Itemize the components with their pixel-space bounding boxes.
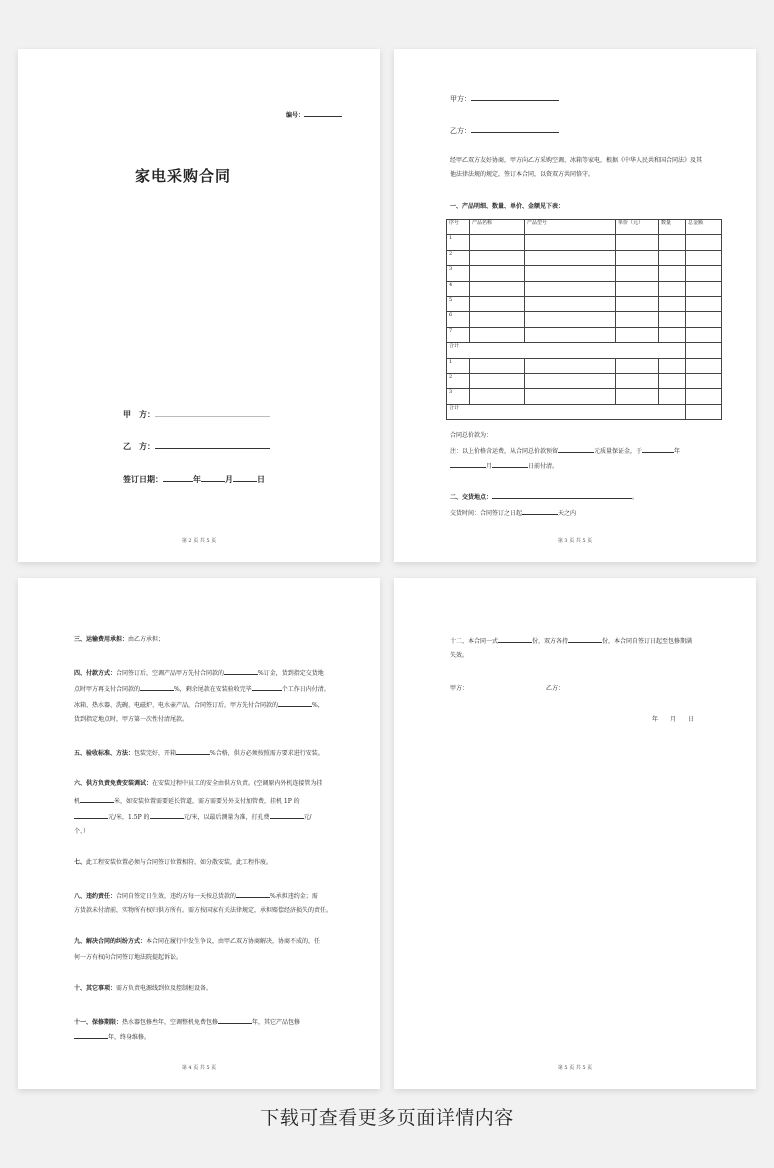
blank-line (74, 1031, 108, 1039)
table-row (447, 327, 722, 342)
table-header: 序号 (447, 220, 470, 235)
table-header: 单价（元） (616, 220, 659, 235)
table-row (447, 266, 722, 281)
row-index: 2 (447, 250, 470, 265)
clause-10: 十、其它事项：需方负责电源线到位及控制柜设备。 (74, 985, 213, 992)
party-b-line: 乙方： (450, 125, 559, 136)
clause-6-line: 个、） (74, 828, 90, 835)
clause-9: 九、解决合同的纠纷方式：本合同在履行中发生争议，由甲乙双方协商解决，协商不成的，任 (74, 938, 321, 945)
clause-5: 五、验收标准、方法：包装完好，开箱 %合格，供方必须按照需方要求进行安装。 (74, 747, 324, 758)
row-index: 7 (447, 327, 470, 342)
document-title: 家电采购合同 (134, 167, 231, 185)
blank-line (278, 699, 312, 707)
row-index: 3 (447, 389, 470, 404)
clause-9-line: 何一方有权向合同签订地法院提起诉讼。 (74, 954, 183, 961)
blank-line (233, 474, 257, 482)
blank-line (642, 445, 674, 453)
page-number: 第 5 页 共 5 页 (557, 1065, 593, 1071)
blank-line (252, 683, 282, 691)
blank-line (218, 1016, 252, 1024)
blank-line (140, 683, 174, 691)
clause-7: 七、此工程安装位置必须与合同签订位置相符，如分散安装，此工程作废。 (74, 859, 273, 866)
subtotal-row (447, 343, 722, 358)
party-a-line: 甲 方： (123, 409, 270, 420)
clause-4: 四、付款方式：合同签订后，空调产品甲方先付合同款的 %订金，货到指定交货地 (74, 667, 324, 678)
clause-6-line: 机 米，如安装位置需要延长管道，需方需要另外支付加管费，挂机 1P 的 (74, 795, 300, 806)
party-a-label: 甲方： (450, 685, 469, 692)
sign-date-line: 签订日期： 年 月 日 (123, 475, 265, 484)
blank-line (80, 795, 114, 803)
blank-line (74, 811, 108, 819)
clause-3: 三、运输费用承担：由乙方承担； (74, 636, 165, 643)
contract-page-cover (18, 49, 380, 562)
row-index: 4 (447, 281, 470, 296)
row-index: 5 (447, 296, 470, 311)
clause-11: 十一、保修期限：热水器包修叁年，空调整机免费包修 年，其它产品包修 (74, 1016, 300, 1027)
blank-line (236, 890, 270, 898)
clause-12-line: 失效。 (450, 652, 469, 659)
table-header: 产品型号 (525, 220, 616, 235)
table-row (447, 296, 722, 311)
table-row (447, 250, 722, 265)
party-b-label: 乙方： (546, 685, 565, 692)
blank-line (492, 491, 632, 499)
contract-page-5 (394, 578, 756, 1089)
subtotal-label: 合计 (447, 404, 686, 419)
table-row (447, 281, 722, 296)
clause-12: 十二、本合同一式 份，双方各持 份，本合同自签订日起至包修期满 (450, 635, 692, 646)
blank-line (498, 635, 532, 643)
clause-11-line: 年，终身维修。 (74, 1031, 150, 1042)
note-line: 月 日前付清。 (450, 460, 558, 471)
table-header: 产品名称 (470, 220, 525, 235)
blank-line (176, 747, 210, 755)
row-index: 3 (447, 266, 470, 281)
delivery-location: 二、交货地点： 。 (450, 491, 638, 502)
sign-date: 年 月 日 (652, 716, 695, 723)
clause-4-line: 冰箱、热水器、洗碗、电磁炉、电水壶产品，合同签订后，甲方先付合同款的 %， (74, 699, 324, 710)
blank-line (558, 445, 594, 453)
blank-line (304, 109, 342, 117)
party-a-line: 甲方： (450, 93, 559, 104)
row-index: 6 (447, 312, 470, 327)
blank-line (155, 409, 270, 417)
table-row (447, 235, 722, 250)
party-b-line: 乙 方： (123, 441, 270, 452)
table-header: 总金额 (686, 220, 722, 235)
table-row (447, 358, 722, 373)
clause-8: 八、违约责任：合同自签定日生效，违约方每一天按总货款的 %承担违约金；需 (74, 890, 318, 901)
clause-4-line: 点时甲方再支付合同款的 %，剩余尾款在安装验收完毕 个工作日内付清。 (74, 683, 330, 694)
blank-line (155, 441, 270, 449)
page-number: 第 4 页 共 5 页 (181, 1065, 217, 1071)
clause-6-line: 元/米，1.5P 的 元/米，以最后测量为准，打孔费 元/ (74, 811, 312, 822)
blank-line (492, 460, 528, 468)
blank-line (471, 125, 559, 133)
table-row (447, 373, 722, 388)
clause-4-line: 货到指定地点时，甲方第一次性付清尾款。 (74, 716, 189, 723)
product-table (446, 219, 722, 420)
clause-6: 六、供方负责免费安装调试：在安装过程中员工的安全由供方负责。(空调原内外机连接管为挂 (74, 780, 323, 787)
table-header: 数量 (659, 220, 686, 235)
contract-page-3 (394, 49, 756, 562)
row-index: 1 (447, 235, 470, 250)
clause-8-line: 方货款未付清前，实物所有权归供方所有。需方按国家有关法律规定，承担赔偿经济损失的责任。 (74, 907, 333, 914)
contract-number: 编号： (286, 109, 342, 119)
total-price-label: 合同总价款为： (450, 432, 493, 439)
subtotal-row (447, 404, 722, 419)
page-number: 第 2 页 共 5 页 (181, 538, 217, 544)
intro-text: 他法律法规的规定，签订本合同，以资双方共同恪守。 (450, 171, 595, 178)
table-row (447, 312, 722, 327)
page-number: 第 3 页 共 5 页 (557, 538, 593, 544)
blank-line (568, 635, 602, 643)
delivery-time: 交货时间：合同签订之日起 天之内 (450, 507, 576, 518)
blank-line (163, 474, 193, 482)
blank-line (224, 667, 258, 675)
note-line: 注：以上价格含运费，从合同总价款预留 元质量保证金，于 年 (450, 445, 680, 456)
blank-line (270, 811, 304, 819)
subtotal-label: 合计 (447, 343, 686, 358)
blank-line (201, 474, 225, 482)
blank-line (450, 460, 486, 468)
blank-line (150, 811, 184, 819)
blank-line (522, 507, 558, 515)
row-index: 1 (447, 358, 470, 373)
intro-text: 经甲乙双方友好协商，甲方向乙方采购空调、冰箱等家电，根据《中华人民共和国合同法》及其 (450, 157, 703, 164)
row-index: 2 (447, 373, 470, 388)
contract-page-4 (18, 578, 380, 1089)
table-row (447, 389, 722, 404)
blank-line (471, 93, 559, 101)
download-more-caption: 下载可查看更多页面详情内容 (260, 1107, 514, 1129)
section-heading: 一、产品明细、数量、单价、金额见下表： (450, 203, 565, 210)
table-header-row (447, 220, 722, 235)
